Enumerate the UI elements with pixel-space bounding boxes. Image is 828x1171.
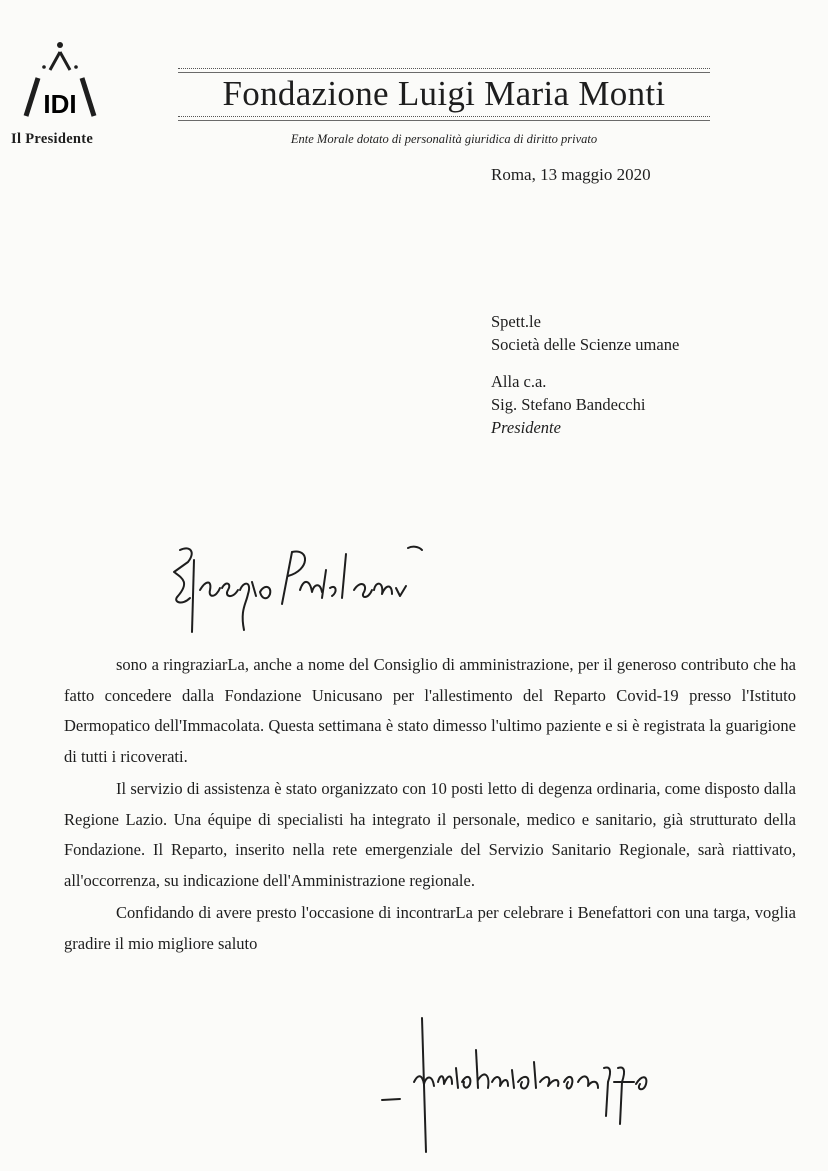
recipient-role: Presidente (491, 418, 561, 437)
date-line: Roma, 13 maggio 2020 (491, 165, 651, 184)
president-label: Il Presidente (11, 131, 94, 147)
header-rule-top-solid (178, 72, 710, 73)
idi-logo (14, 40, 106, 120)
organization-name: Fondazione Luigi Maria Monti (222, 74, 666, 113)
letter-body (64, 650, 796, 961)
body-paragraph-2: Il servizio di assistenza è stato organizzato con 10 posti letto di degenza ordinaria, come disposto dalla Regione Lazio. Una équipe di specialisti ha integrato il personale, medico e sanitario, già strutturato della Fondazione. Il Reparto, inserito nella rete emergenziale del Servizio Sanitario Regionale, sarà riattivato, all'occorrenza, su indicazione dell'Amministrazione regionale. (64, 779, 796, 890)
header-rule-bottom-solid (178, 120, 710, 121)
attention-label: Alla c.a. (491, 372, 547, 391)
handwritten-salutation (160, 540, 460, 640)
recipient-organization: Società delle Scienze umane (491, 335, 680, 354)
body-paragraph-3: Confidando di avere presto l'occasione di incontrarLa per celebrare i Benefattori con una targa, voglia gradire il mio migliore saluto (64, 903, 796, 953)
logo-text: IDI (43, 89, 77, 119)
recipient-name: Sig. Stefano Bandecchi (491, 395, 646, 414)
handwritten-signature (378, 1012, 748, 1162)
organization-subtitle: Ente Morale dotato di personalità giuridica di diritto privato (290, 132, 598, 146)
header-rule-bottom (178, 116, 710, 117)
header-rule-top (178, 68, 710, 69)
recipient-line1: Spett.le (491, 312, 541, 331)
recipient-block (491, 310, 679, 356)
attention-block (491, 370, 645, 439)
body-paragraph-1: sono a ringraziarLa, anche a nome del Consiglio di amministrazione, per il generoso contributo che ha fatto concedere dalla Fondazione Unicusano per l'allestimento del Reparto Covid-19 presso l'Istituto Dermopatico dell'Immacolata. Questa settimana è stato dimesso l'ultimo paziente e si è registrata la guarigione di tutti i ricoverati. (64, 655, 796, 766)
